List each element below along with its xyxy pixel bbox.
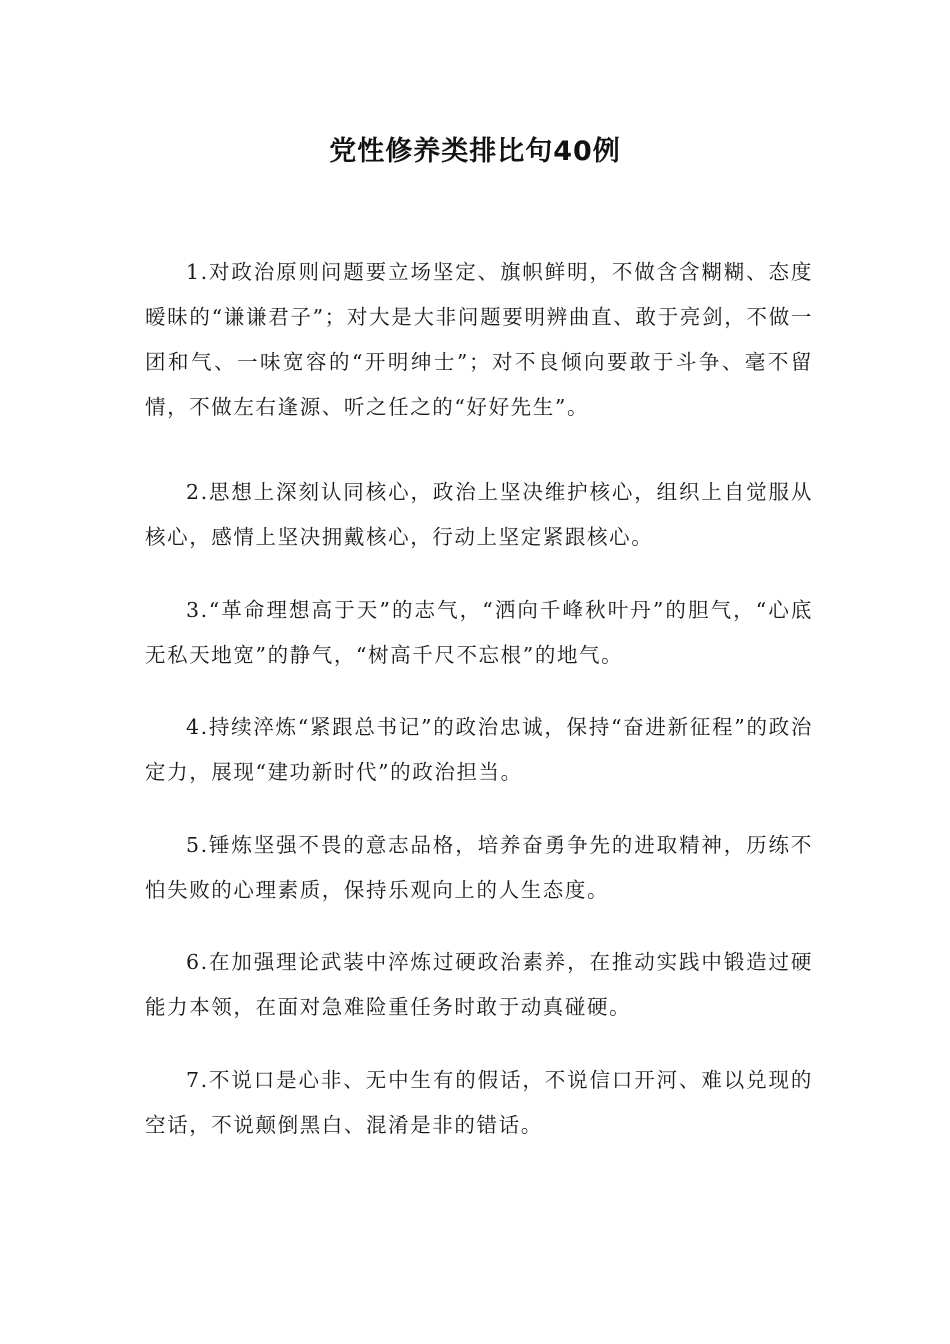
paragraph-3: 3.“革命理想高于天”的志气，“洒向千峰秋叶丹”的胆气，“心底无私天地宽”的静气，“树高千尺不忘根”的地气。 [145,598,813,667]
paragraph-2: 2.思想上深刻认同核心，政治上坚决维护核心，组织上自觉服从核心，感情上坚决拥戴核心，行动上坚定紧跟核心。 [145,480,813,549]
paragraph-6: 6.在加强理论武装中淬炼过硬政治素养，在推动实践中锻造过硬能力本领，在面对急难险重任务时敢于动真碰硬。 [145,950,813,1019]
paragraph-7: 7.不说口是心非、无中生有的假话，不说信口开河、难以兑现的空话，不说颠倒黑白、混淆是非的错话。 [145,1068,813,1137]
paragraph-5: 5.锤炼坚强不畏的意志品格，培养奋勇争先的进取精神，历练不怕失败的心理素质，保持乐观向上的人生态度。 [145,833,813,902]
paragraph-4: 4.持续淬炼“紧跟总书记”的政治忠诚，保持“奋进新征程”的政治定力，展现“建功新时代”的政治担当。 [145,715,813,784]
document-title: 党性修养类排比句40例 [329,136,621,167]
paragraph-1: 1.对政治原则问题要立场坚定、旗帜鲜明，不做含含糊糊、态度暧昧的“谦谦君子”；对大是大非问题要明辨曲直、敢于亮剑，不做一团和气、一味宽容的“开明绅士”；对不良倾向要敢于斗争、毫不留情，不做左右逢源、听之任之的“好好先生”。 [145,260,813,419]
